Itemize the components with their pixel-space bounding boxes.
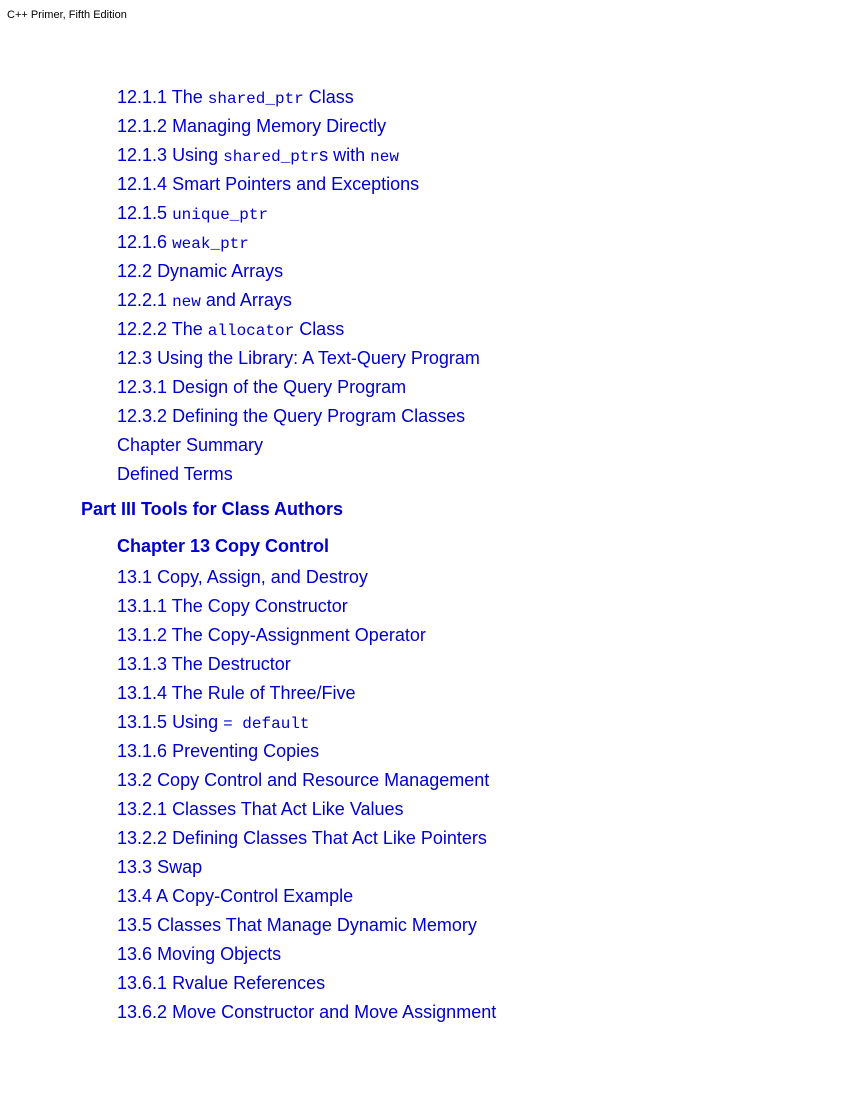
toc-entry-text-after: s with	[319, 145, 371, 165]
toc-entry-12-3-1[interactable]	[117, 376, 406, 398]
toc-entry-number: 12.1.1	[117, 87, 168, 107]
toc-entry-number: 13.6.2	[117, 1002, 168, 1022]
toc-entry-13-5[interactable]	[117, 914, 477, 936]
toc-entry-text: Dynamic Arrays	[157, 261, 284, 281]
toc-entry-code: shared_ptr	[223, 148, 320, 166]
toc-entry-number: 13.1.1	[117, 596, 168, 616]
toc-part-heading[interactable]: Part III Tools for Class Authors	[81, 499, 344, 519]
toc-entry-text-after: Class	[303, 87, 354, 107]
toc-entry-13-6[interactable]	[117, 943, 281, 965]
toc-entry-code: shared_ptr	[207, 90, 304, 108]
toc-entry-number: 13.1.3	[117, 654, 168, 674]
toc-entry-chapter-summary[interactable]: Chapter Summary	[117, 435, 264, 455]
toc-entry-number: 13.3	[117, 857, 153, 877]
toc-entry-number: 12.3.2	[117, 406, 168, 426]
toc-entry-number: 13.2.1	[117, 799, 168, 819]
toc-entry-text-after: and Arrays	[200, 290, 292, 310]
toc-entry-text: Moving Objects	[157, 944, 282, 964]
toc-chapter-heading[interactable]: Chapter 13 Copy Control	[117, 536, 330, 556]
toc-entry-12-1-2[interactable]	[117, 115, 386, 137]
toc-entry-text: Copy, Assign, and Destroy	[157, 567, 368, 587]
toc-entry-text: Using the Library: A Text-Query Program	[157, 348, 480, 368]
toc-entry-code: allocator	[207, 322, 295, 340]
toc-entry-number: 13.4	[117, 886, 153, 906]
toc-entry-text: A Copy-Control Example	[156, 886, 354, 906]
toc-entry-12-3[interactable]	[117, 347, 480, 369]
toc-entry-text: Copy Control and Resource Management	[157, 770, 490, 790]
toc-entry-defined-terms[interactable]: Defined Terms	[117, 464, 233, 484]
toc-entry-number: 12.1.4	[117, 174, 168, 194]
toc-entry-text: Preventing Copies	[172, 741, 320, 761]
toc-entry-13-6-1[interactable]	[117, 972, 325, 994]
toc-entry-number: 12.1.3	[117, 145, 168, 165]
toc-entry-number: 12.1.5	[117, 203, 168, 223]
page-header-title: C++ Primer, Fifth Edition	[7, 9, 127, 21]
toc-entry-text: The Copy Constructor	[171, 596, 348, 616]
toc-entry-12-2-2[interactable]	[117, 318, 344, 342]
toc-entry-number: 13.1.5	[117, 712, 168, 732]
toc-entry-code: weak_ptr	[172, 235, 249, 253]
toc-entry-12-1-1[interactable]	[117, 86, 354, 110]
toc-entry-13-1-2[interactable]	[117, 624, 426, 646]
toc-entry-text: Smart Pointers and Exceptions	[172, 174, 420, 194]
toc-entry-13-2-2[interactable]	[117, 827, 487, 849]
toc-entry-13-1-3[interactable]	[117, 653, 291, 675]
toc-entry-number: 12.3	[117, 348, 153, 368]
toc-entry-text: Defining the Query Program Classes	[172, 406, 466, 426]
toc-entry-number: 13.1	[117, 567, 153, 587]
toc-entry-number: 13.1.6	[117, 741, 168, 761]
toc-entry-text: Move Constructor and Move Assignment	[172, 1002, 497, 1022]
toc-entry-code-2: new	[370, 148, 399, 166]
toc-entry-text: Using	[172, 712, 224, 732]
toc-entry-number: 13.5	[117, 915, 153, 935]
toc-entry-number: 12.2	[117, 261, 153, 281]
toc-entry-text: Classes That Manage Dynamic Memory	[157, 915, 477, 935]
toc-entry-12-1-3[interactable]	[117, 144, 399, 168]
toc-entry-code: new	[172, 293, 201, 311]
toc-entry-12-2-1[interactable]	[117, 289, 292, 313]
toc-entry-number: 13.1.4	[117, 683, 168, 703]
toc-entry-text: Rvalue References	[172, 973, 326, 993]
toc-entry-text: Managing Memory Directly	[172, 116, 387, 136]
toc-entry-12-1-4[interactable]	[117, 173, 419, 195]
toc-entry-13-1[interactable]	[117, 566, 368, 588]
toc-entry-text: Swap	[157, 857, 203, 877]
toc-entry-13-2[interactable]	[117, 769, 489, 791]
toc-entry-number: 12.3.1	[117, 377, 168, 397]
toc-entry-number: 13.6	[117, 944, 153, 964]
toc-entry-text: The	[171, 319, 208, 339]
toc-entry-text: The Destructor	[171, 654, 291, 674]
toc-entry-13-3[interactable]	[117, 856, 202, 878]
toc-entry-12-2[interactable]	[117, 260, 283, 282]
toc-entry-code: unique_ptr	[172, 206, 269, 224]
toc-entry-text: The	[171, 87, 208, 107]
toc-entry-13-1-5[interactable]	[117, 711, 310, 735]
toc-entry-text: The Rule of Three/Five	[171, 683, 356, 703]
toc-entry-text: Classes That Act Like Values	[172, 799, 404, 819]
toc-entry-text-after: Class	[294, 319, 345, 339]
toc-entry-number: 13.2	[117, 770, 153, 790]
toc-entry-code: = default	[223, 715, 310, 733]
toc-entry-number: 12.1.6	[117, 232, 168, 252]
toc-entry-13-1-4[interactable]	[117, 682, 356, 704]
toc-entry-12-1-6[interactable]	[117, 231, 249, 255]
toc-entry-text: The Copy-Assignment Operator	[171, 625, 426, 645]
toc-entry-number: 12.2.2	[117, 319, 168, 339]
toc-entry-text: Design of the Query Program	[172, 377, 407, 397]
toc-entry-number: 12.1.2	[117, 116, 168, 136]
toc-entry-number: 12.2.1	[117, 290, 168, 310]
toc-entry-text: Defining Classes That Act Like Pointers	[172, 828, 487, 848]
toc-entry-12-1-5[interactable]	[117, 202, 268, 226]
toc-entry-12-3-2[interactable]	[117, 405, 465, 427]
toc-entry-text: Using	[172, 145, 224, 165]
toc-entry-13-6-2[interactable]	[117, 1001, 496, 1023]
toc-entry-number: 13.1.2	[117, 625, 168, 645]
toc-entry-number: 13.2.2	[117, 828, 168, 848]
toc-entry-13-4[interactable]	[117, 885, 353, 907]
toc-entry-13-2-1[interactable]	[117, 798, 404, 820]
toc-entry-13-1-6[interactable]	[117, 740, 319, 762]
toc-entry-number: 13.6.1	[117, 973, 168, 993]
toc-entry-13-1-1[interactable]	[117, 595, 348, 617]
